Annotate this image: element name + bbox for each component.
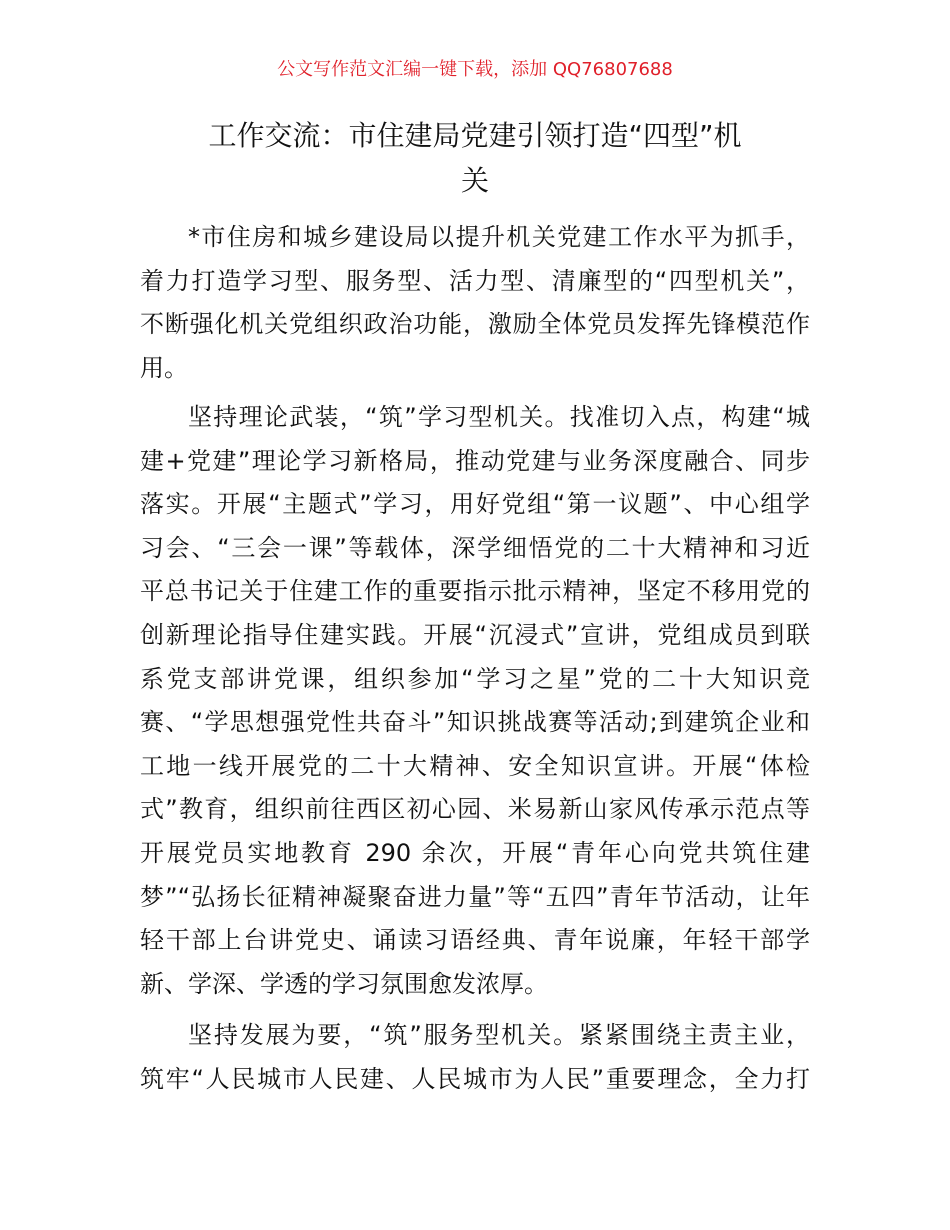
paragraph-line: 不断强化机关党组织政治功能，激励全体党员发挥先锋模范作 [140, 310, 810, 339]
paragraph-line: 式”教育，组织前往西区初心园、米易新山家风传承示范点等 [140, 795, 810, 824]
paragraph-line: 新、学深、学透的学习氛围愈发浓厚。 [140, 969, 548, 998]
watermark-download-notice: 公文写作范文汇编一键下载，添加 QQ76807688 [277, 59, 673, 80]
paragraph-line: 着力打造学习型、服务型、活力型、清廉型的“四型机关”， [140, 266, 810, 295]
paragraph-line: 筑牢“人民城市人民建、人民城市为人民”重要理念，全力打 [140, 1064, 810, 1093]
paragraph-line: 落实。开展“主题式”学习，用好党组“第一议题”、中心组学 [140, 490, 810, 519]
paragraph-line: 习会、“三会一课”等载体，深学细悟党的二十大精神和习近 [140, 533, 810, 562]
paragraph-line: 赛、“学思想强党性共奋斗”知识挑战赛等活动;到建筑企业和 [140, 708, 810, 737]
paragraph-line: 建+党建”理论学习新格局，推动党建与业务深度融合、同步 [140, 446, 810, 475]
document-title [130, 113, 820, 203]
paragraph-line: 梦”“弘扬长征精神凝聚奋进力量”等“五四”青年节活动，让年 [140, 882, 810, 911]
paragraph-line: 平总书记关于住建工作的重要指示批示精神，坚定不移用党的 [140, 577, 810, 606]
paragraph-service-organ [140, 1014, 810, 1101]
paragraph-line: *市住房和城乡建设局以提升机关党建工作水平为抓手， [188, 223, 810, 251]
paragraph-learning-organ [140, 396, 810, 1006]
paragraph-intro [140, 216, 810, 390]
paragraph-line: 创新理论指导住建实践。开展“沉浸式”宣讲，党组成员到联 [140, 620, 810, 649]
paragraph-line: 坚持理论武装，“筑”学习型机关。找准切入点，构建“城 [188, 403, 810, 431]
paragraph-line: 开展党员实地教育 290 余次，开展“青年心向党共筑住建 [140, 838, 810, 867]
paragraph-line: 系党支部讲党课，组织参加“学习之星”党的二十大知识竞 [140, 664, 810, 693]
paragraph-line: 轻干部上台讲党史、诵读习语经典、青年说廉，年轻干部学 [140, 926, 810, 955]
title-line: 工作交流：市住建局党建引领打造“四型”机 [208, 119, 742, 152]
paragraph-line: 工地一线开展党的二十大精神、安全知识宣讲。开展“体检 [140, 751, 810, 780]
paragraph-line: 坚持发展为要，“筑”服务型机关。紧紧围绕主责主业， [188, 1021, 810, 1049]
title-line: 关 [460, 164, 489, 197]
paragraph-line: 用。 [140, 353, 188, 382]
